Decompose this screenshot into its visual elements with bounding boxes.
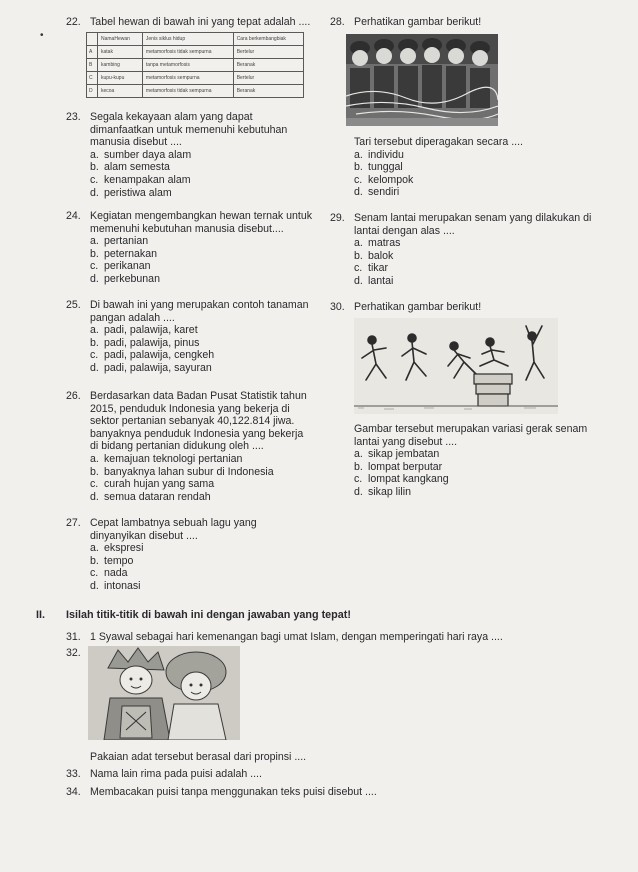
question-27: [66, 517, 314, 593]
option-c[interactable]: [354, 473, 600, 486]
option-d[interactable]: [90, 491, 314, 504]
option-text: tunggal: [368, 161, 403, 174]
option-d[interactable]: [354, 186, 600, 199]
table-header-row: [87, 33, 304, 46]
option-c[interactable]: [90, 349, 314, 362]
option-text: kenampakan alam: [104, 173, 191, 186]
question-stem: Berdasarkan data Badan Pusat Statistik tahun 2015, penduduk Indonesia yang bekerja di sektor pertanian sebanyak 40,122.814 jiwa. banyaknya penduduk Indonesia yang bekerja di bidang pertanian didukung oleh ....: [90, 390, 307, 453]
option-text: tempo: [104, 554, 134, 567]
option-b[interactable]: [90, 161, 314, 174]
question-number: 32.: [66, 647, 81, 659]
question-text: 1 Syawal sebagai hari kemenangan bagi umat Islam, dengan memperingati hari raya ....: [90, 631, 503, 643]
option-d[interactable]: [354, 486, 600, 499]
question-stem: Segala kekayaan alam yang dapat dimanfaatkan untuk memenuhi kebutuhan manusia disebut ....: [90, 111, 288, 149]
question-32-caption-row: [66, 751, 606, 764]
table-row: [87, 59, 304, 72]
option-b[interactable]: [354, 461, 600, 474]
question-stem: Kegiatan mengembangkan hewan ternak untuk memenuhi kebutuhan manusia disebut....: [90, 210, 313, 235]
option-b[interactable]: [90, 466, 314, 479]
row-label: B: [87, 59, 98, 72]
option-text: padi, palawija, sayuran: [104, 361, 212, 374]
table-row: [87, 85, 304, 98]
option-text: matras: [368, 237, 401, 250]
table-cell: Bertelur: [233, 46, 303, 59]
option-text: peristiwa alam: [104, 186, 172, 199]
option-text: sikap jembatan: [368, 448, 440, 461]
option-letter: c.: [90, 567, 99, 580]
option-letter: b.: [90, 161, 99, 174]
table-cell: kambing: [98, 59, 143, 72]
option-letter: b.: [90, 336, 99, 349]
option-b[interactable]: [90, 337, 314, 350]
option-b[interactable]: [90, 248, 314, 261]
option-d[interactable]: [90, 273, 314, 286]
question-31: [66, 631, 606, 644]
question-number: 27.: [66, 517, 81, 529]
image-caption: Tari tersebut diperagakan secara ....: [354, 136, 524, 148]
animal-table: [86, 32, 304, 98]
option-b[interactable]: [90, 555, 314, 568]
question-stem: Senam lantai merupakan senam yang dilakukan di lantai dengan alas ....: [354, 212, 592, 237]
option-text: padi, palawija, karet: [104, 324, 198, 337]
option-text: perkebunan: [104, 272, 160, 285]
option-a[interactable]: [90, 324, 314, 337]
question-number: 34.: [66, 786, 81, 798]
option-c[interactable]: [90, 567, 314, 580]
option-text: nada: [104, 567, 128, 580]
option-c[interactable]: [354, 262, 600, 275]
option-letter: d.: [90, 272, 99, 285]
option-text: alam semesta: [104, 161, 170, 174]
option-text: banyaknya lahan subur di Indonesia: [104, 465, 274, 478]
option-letter: a.: [90, 542, 99, 555]
option-letter: b.: [354, 161, 363, 174]
option-text: sumber daya alam: [104, 148, 192, 161]
option-letter: d.: [354, 274, 363, 287]
table-cell: Beranak: [233, 85, 303, 98]
section-title: Isilah titik-titik di bawah ini dengan jawaban yang tepat!: [66, 609, 351, 621]
option-c[interactable]: [90, 260, 314, 273]
dance-group-illustration: [346, 34, 498, 126]
table-cell: metamorfosis tidak sempurna: [142, 85, 233, 98]
option-text: lantai: [368, 274, 394, 287]
question-34: [66, 786, 606, 799]
question-number: 30.: [330, 301, 345, 313]
option-letter: c.: [90, 349, 99, 362]
option-text: intonasi: [104, 579, 141, 592]
option-letter: c.: [354, 473, 363, 486]
option-text: individu: [368, 148, 404, 161]
table-cell: Beranak: [233, 59, 303, 72]
option-letter: a.: [354, 448, 363, 461]
option-text: kelompok: [368, 173, 414, 186]
option-a[interactable]: [354, 237, 600, 250]
option-text: kemajuan teknologi pertanian: [104, 452, 243, 465]
table-header: NamaHewan: [98, 33, 143, 46]
table-cell: katak: [98, 46, 143, 59]
question-number: 29.: [330, 212, 345, 224]
question-number: 28.: [330, 16, 345, 28]
question-stem: Di bawah ini yang merupakan contoh tanaman pangan adalah ....: [90, 299, 309, 324]
option-a[interactable]: [354, 448, 600, 461]
option-letter: d.: [354, 186, 363, 199]
option-d[interactable]: [354, 275, 600, 288]
option-text: lompat kangkang: [368, 473, 449, 486]
question-28-answers: [330, 136, 600, 199]
option-text: ekspresi: [104, 542, 144, 555]
vault-sequence-drawing: [354, 318, 558, 414]
option-d[interactable]: [90, 580, 314, 593]
table-header: Cara berkembangbiak: [233, 33, 303, 46]
option-letter: b.: [354, 249, 363, 262]
question-24: [66, 210, 314, 286]
option-text: sendiri: [368, 186, 400, 199]
option-c[interactable]: [90, 174, 314, 187]
option-a[interactable]: [90, 235, 314, 248]
question-23: [66, 111, 314, 199]
gymnastics-vault-illustration: [354, 318, 558, 414]
traditional-costume-illustration: [88, 646, 240, 740]
row-label: C: [87, 72, 98, 85]
option-letter: d.: [90, 186, 99, 199]
option-letter: d.: [90, 579, 99, 592]
option-letter: b.: [90, 554, 99, 567]
question-text: Nama lain rima pada puisi adalah ....: [90, 768, 262, 780]
table-row: [87, 72, 304, 85]
question-33: [66, 768, 606, 781]
question-number: 22.: [66, 16, 81, 28]
option-a[interactable]: [354, 149, 600, 162]
option-letter: c.: [90, 260, 99, 273]
section-2-heading: [36, 609, 351, 621]
table-cell: metamorfosis tidak sempurna: [142, 46, 233, 59]
table-cell: kupu-kupu: [98, 72, 143, 85]
option-letter: d.: [354, 485, 363, 498]
option-letter: a.: [90, 452, 99, 465]
option-text: perikanan: [104, 260, 151, 273]
table-cell: kecoa: [98, 85, 143, 98]
question-number: 24.: [66, 210, 81, 222]
question-22: [66, 16, 314, 29]
option-text: padi, palawija, cengkeh: [104, 349, 215, 362]
row-label: A: [87, 46, 98, 59]
question-30: [330, 301, 600, 314]
option-letter: b.: [354, 460, 363, 473]
image-caption: Pakaian adat tersebut berasal dari propinsi ....: [90, 751, 307, 763]
option-text: semua dataran rendah: [104, 490, 211, 503]
option-text: pertanian: [104, 235, 149, 248]
option-b[interactable]: [354, 161, 600, 174]
option-b[interactable]: [354, 250, 600, 263]
option-letter: d.: [90, 490, 99, 503]
dance-group-photo: [346, 34, 498, 126]
question-28: [330, 16, 600, 29]
option-text: peternakan: [104, 247, 158, 260]
option-c[interactable]: [90, 478, 314, 491]
question-stem: Perhatikan gambar berikut!: [354, 16, 482, 28]
option-letter: a.: [354, 237, 363, 250]
table-cell: tanpa metamorfosis: [142, 59, 233, 72]
option-text: balok: [368, 249, 394, 262]
bullet-mark: •: [40, 30, 44, 41]
option-a[interactable]: [90, 542, 314, 555]
option-letter: c.: [90, 478, 99, 491]
option-letter: a.: [90, 324, 99, 337]
option-text: padi, palawija, pinus: [104, 336, 200, 349]
option-d[interactable]: [90, 362, 314, 375]
question-stem: Cepat lambatnya sebuah lagu yang dinyanyikan disebut ....: [90, 517, 257, 542]
option-letter: b.: [90, 465, 99, 478]
section-roman-numeral: II.: [36, 609, 45, 621]
table-header: Jenis siklus hidup: [142, 33, 233, 46]
option-letter: a.: [354, 148, 363, 161]
question-number: 31.: [66, 631, 81, 643]
question-number: 33.: [66, 768, 81, 780]
option-a[interactable]: [90, 453, 314, 466]
option-text: curah hujan yang sama: [104, 478, 215, 491]
option-a[interactable]: [90, 149, 314, 162]
question-text: Membacakan puisi tanpa menggunakan teks puisi disebut ....: [90, 786, 377, 798]
costume-couple-drawing: [88, 646, 240, 740]
option-letter: c.: [354, 262, 363, 275]
question-26: [66, 390, 314, 503]
option-letter: a.: [90, 148, 99, 161]
question-stem: Tabel hewan di bawah ini yang tepat adalah ....: [90, 16, 311, 28]
row-label: D: [87, 85, 98, 98]
option-letter: c.: [90, 173, 99, 186]
option-letter: c.: [354, 173, 363, 186]
option-d[interactable]: [90, 187, 314, 200]
table-cell: metamorfosis sempurna: [142, 72, 233, 85]
option-letter: a.: [90, 235, 99, 248]
question-number: 25.: [66, 299, 81, 311]
option-letter: d.: [90, 361, 99, 374]
question-number: 23.: [66, 111, 81, 123]
option-letter: b.: [90, 247, 99, 260]
option-c[interactable]: [354, 174, 600, 187]
option-text: lompat berputar: [368, 460, 443, 473]
table-corner: [87, 33, 98, 46]
question-number: 26.: [66, 390, 81, 402]
question-29: [330, 212, 600, 288]
question-25: [66, 299, 314, 375]
question-30-answers: [330, 423, 600, 499]
table-row: [87, 46, 304, 59]
option-text: sikap lilin: [368, 485, 411, 498]
option-text: tikar: [368, 262, 389, 275]
table-cell: Bertelur: [233, 72, 303, 85]
image-caption: Gambar tersebut merupakan variasi gerak senam lantai yang disebut ....: [354, 423, 588, 448]
question-stem: Perhatikan gambar berikut!: [354, 301, 482, 313]
